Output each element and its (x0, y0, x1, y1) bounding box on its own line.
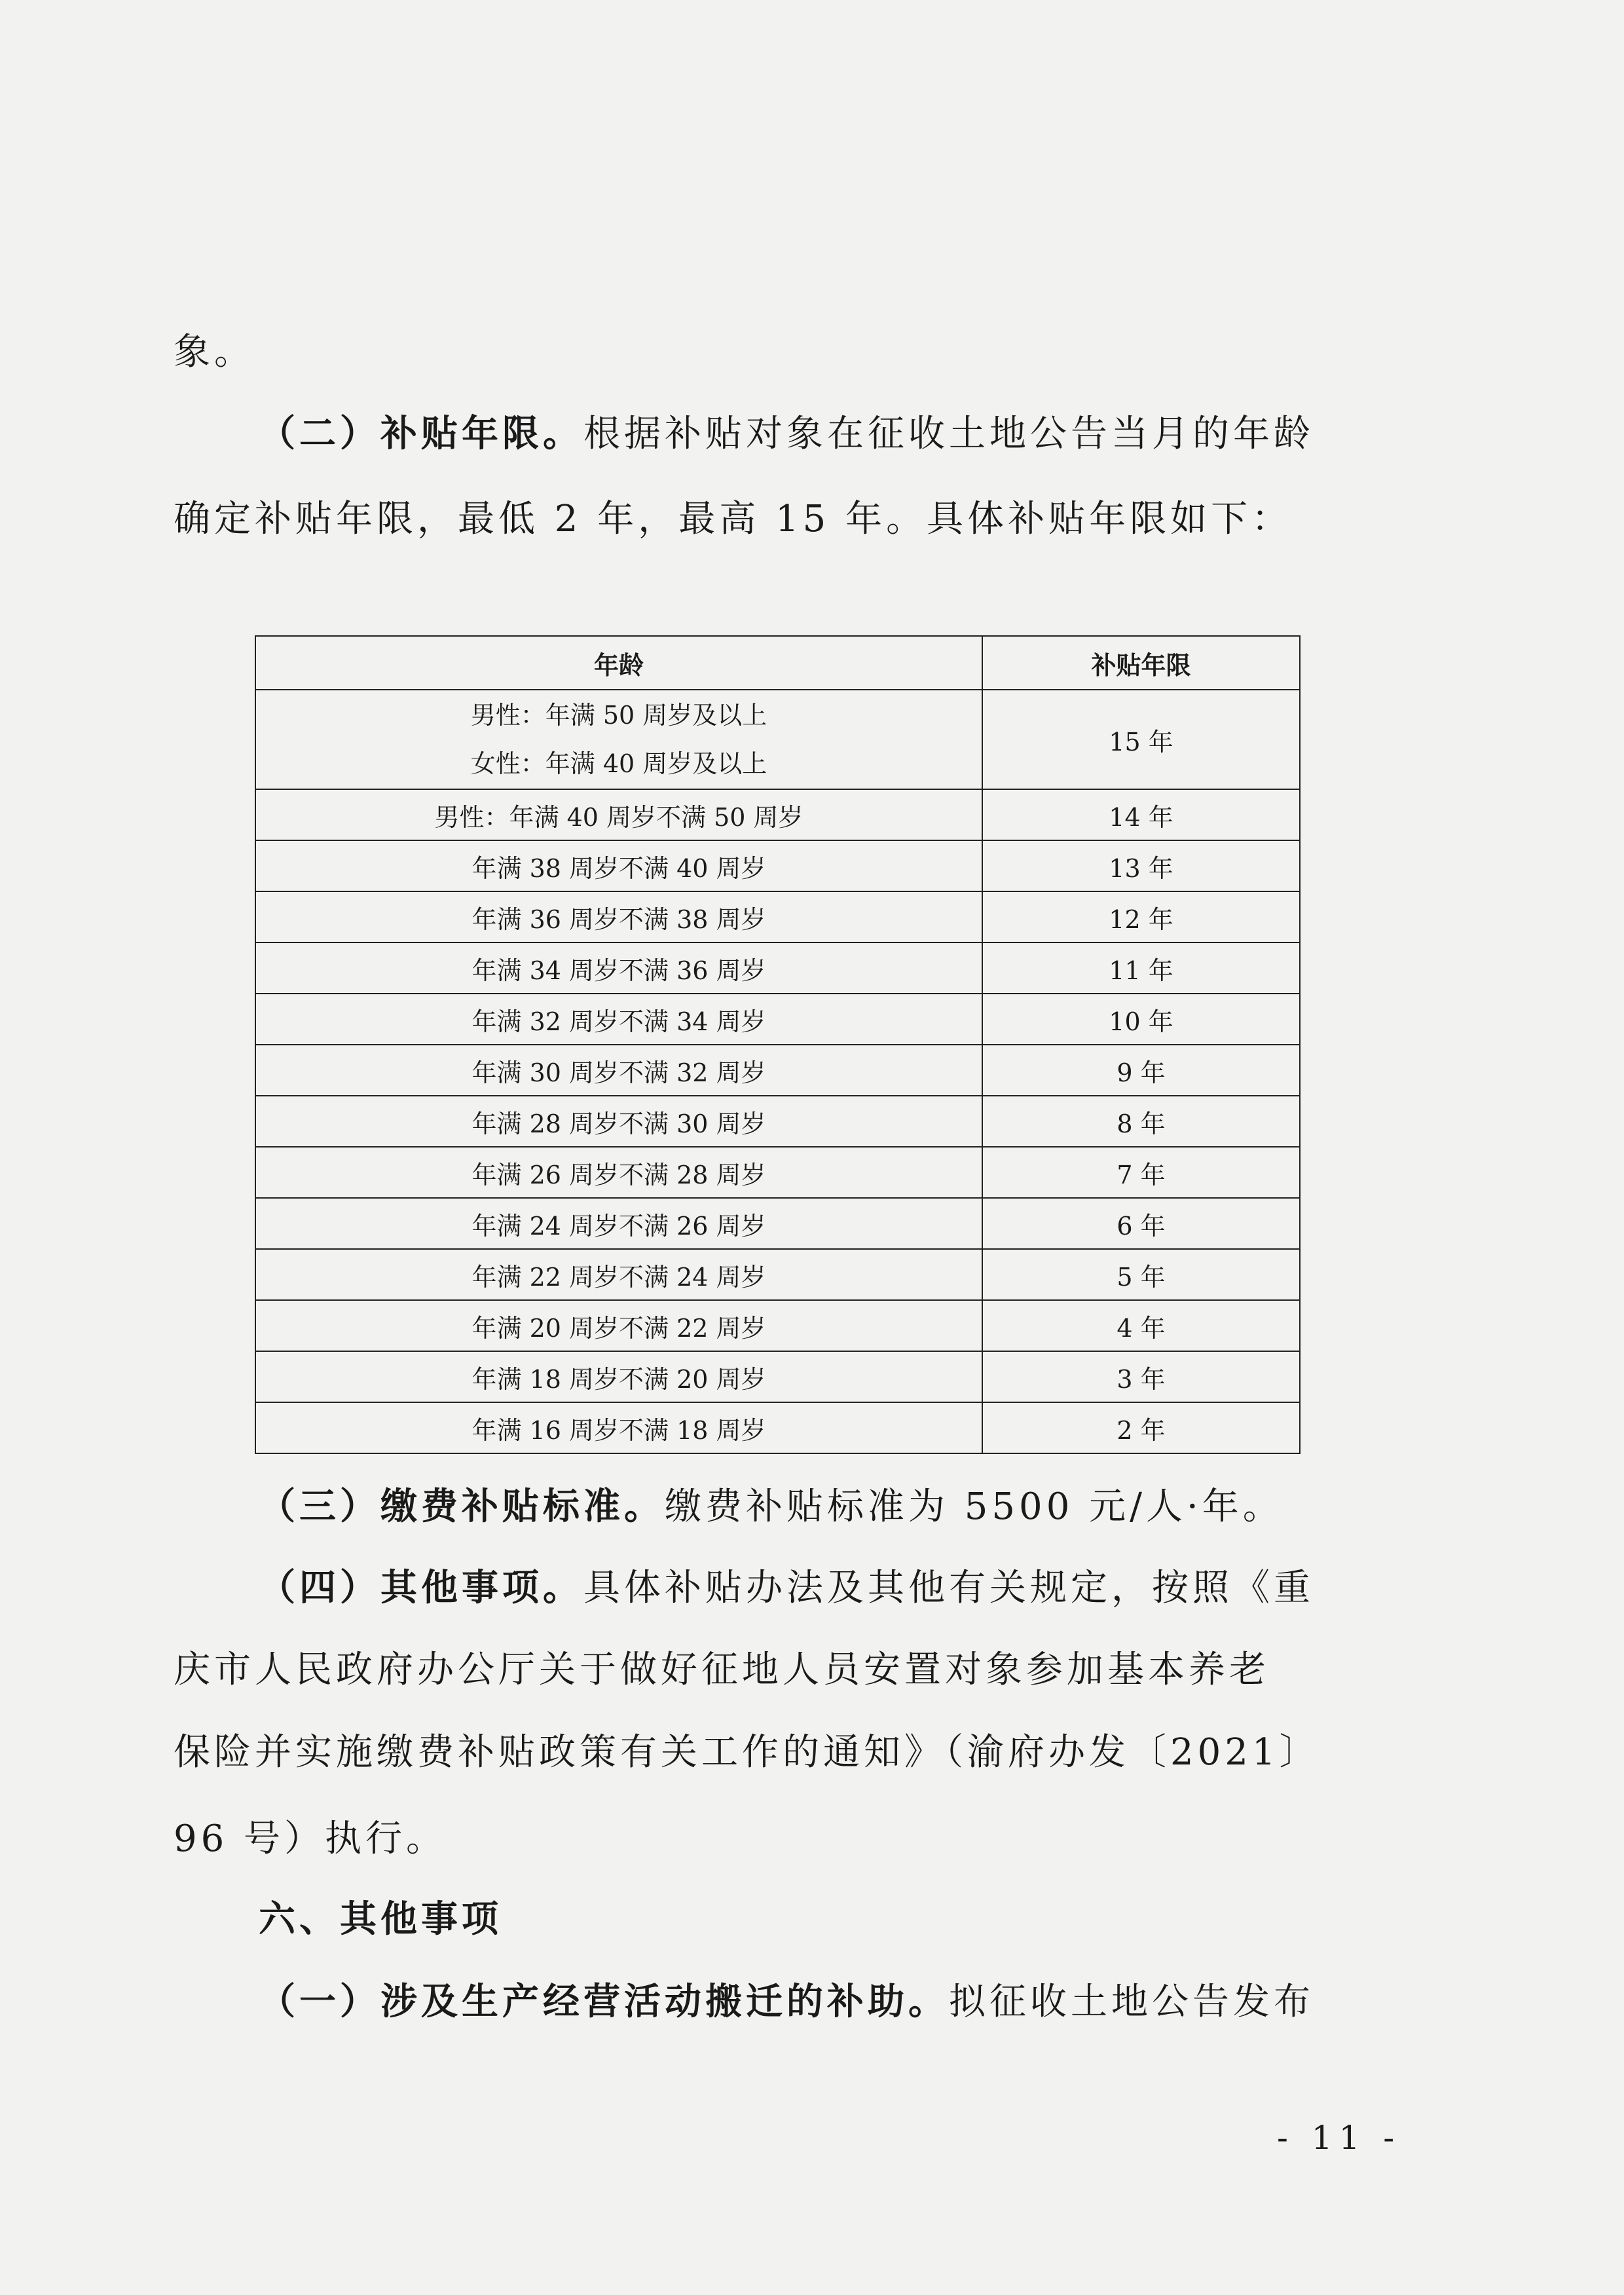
paragraph-line (174, 498, 1450, 540)
years-cell: 7 年 (982, 1147, 1300, 1198)
table-row (255, 690, 1300, 789)
years-cell: 2 年 (982, 1402, 1300, 1453)
paragraph-line (259, 412, 1536, 455)
paragraph-line (259, 1980, 1536, 2023)
paragraph-line (259, 1566, 1536, 1609)
table-row (255, 891, 1300, 942)
table-row (255, 1351, 1300, 1402)
clause-heading: （二）补贴年限。 (259, 412, 583, 455)
years-cell: 11 年 (982, 942, 1300, 994)
paragraph-line (174, 1731, 1450, 1774)
age-cell: 年满 32 周岁不满 34 周岁 (255, 994, 982, 1045)
age-cell (255, 690, 982, 789)
column-header-years: 补贴年限 (982, 636, 1300, 690)
table-row (255, 789, 1300, 840)
text: 根据补贴对象在征收土地公告当月的年龄 (583, 413, 1314, 455)
years-cell: 3 年 (982, 1351, 1300, 1402)
paragraph-line (259, 1485, 1536, 1528)
years-cell: 12 年 (982, 891, 1300, 942)
years-cell: 15 年 (982, 690, 1300, 789)
section-heading (259, 1897, 1536, 1941)
age-cell: 年满 30 周岁不满 32 周岁 (255, 1045, 982, 1096)
age-line-female: 女性：年满 40 周岁及以上 (470, 749, 767, 778)
table-row (255, 942, 1300, 994)
table-row (255, 1045, 1300, 1096)
age-cell: 年满 24 周岁不满 26 周岁 (255, 1198, 982, 1249)
age-cell: 年满 28 周岁不满 30 周岁 (255, 1096, 982, 1147)
age-cell: 男性：年满 40 周岁不满 50 周岁 (255, 789, 982, 840)
table-row (255, 1249, 1300, 1300)
text: 拟征收土地公告发布 (949, 1981, 1314, 2023)
column-header-age: 年龄 (255, 636, 982, 690)
text: 庆市人民政府办公厅关于做好征地人员安置对象参加基本养老 (174, 1649, 1270, 1691)
age-cell: 年满 36 周岁不满 38 周岁 (255, 891, 982, 942)
years-cell: 8 年 (982, 1096, 1300, 1147)
years-cell: 6 年 (982, 1198, 1300, 1249)
text: 六、其他事项 (259, 1897, 502, 1941)
table-row (255, 840, 1300, 891)
text: 象。 (174, 331, 255, 373)
paragraph-line (174, 331, 1450, 373)
age-line-male: 男性：年满 50 周岁及以上 (470, 701, 767, 730)
clause-heading: （一）涉及生产经营活动搬迁的补助。 (259, 1980, 949, 2023)
paragraph-line (174, 1818, 1450, 1860)
text: 96 号）执行。 (174, 1818, 447, 1860)
table-row (255, 1147, 1300, 1198)
age-cell: 年满 20 周岁不满 22 周岁 (255, 1300, 982, 1351)
clause-heading: （三）缴费补贴标准。 (259, 1485, 665, 1528)
age-cell: 年满 22 周岁不满 24 周岁 (255, 1249, 982, 1300)
table-row (255, 1198, 1300, 1249)
age-cell: 年满 26 周岁不满 28 周岁 (255, 1147, 982, 1198)
text: 保险并实施缴费补贴政策有关工作的通知》（渝府办发〔2021〕 (174, 1731, 1320, 1774)
age-cell: 年满 34 周岁不满 36 周岁 (255, 942, 982, 994)
table-row (255, 1096, 1300, 1147)
clause-heading: （四）其他事项。 (259, 1566, 583, 1609)
page-number: - 11 - (1277, 2119, 1401, 2157)
age-cell: 年满 18 周岁不满 20 周岁 (255, 1351, 982, 1402)
years-cell: 9 年 (982, 1045, 1300, 1096)
text: 缴费补贴标准为 5500 元/人·年。 (665, 1485, 1283, 1528)
years-cell: 4 年 (982, 1300, 1300, 1351)
age-cell: 年满 16 周岁不满 18 周岁 (255, 1402, 982, 1453)
table-row (255, 1300, 1300, 1351)
table-row (255, 994, 1300, 1045)
table-row (255, 1402, 1300, 1453)
paragraph-line (174, 1649, 1450, 1691)
table-header-row (255, 636, 1300, 690)
years-cell: 13 年 (982, 840, 1300, 891)
text: 确定补贴年限，最低 2 年，最高 15 年。具体补贴年限如下： (174, 498, 1293, 540)
age-cell: 年满 38 周岁不满 40 周岁 (255, 840, 982, 891)
text: 具体补贴办法及其他有关规定，按照《重 (583, 1567, 1314, 1609)
years-cell: 14 年 (982, 789, 1300, 840)
years-cell: 5 年 (982, 1249, 1300, 1300)
years-cell: 10 年 (982, 994, 1300, 1045)
subsidy-years-table (255, 635, 1301, 1454)
